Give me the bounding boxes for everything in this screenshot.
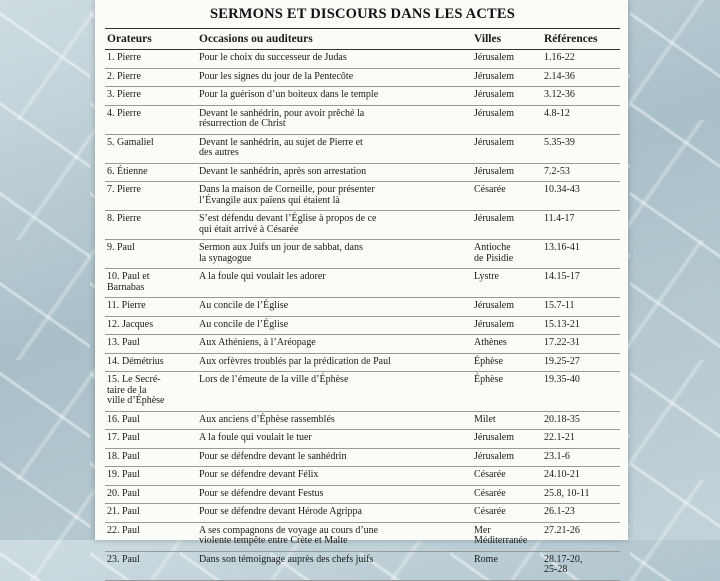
ville-cell: Jérusalem bbox=[472, 430, 542, 449]
reference-cell: 28.17-20, 25-28 bbox=[542, 551, 620, 580]
orateur-cell: 21. Paul bbox=[105, 504, 197, 523]
ville-cell: Jérusalem bbox=[472, 298, 542, 317]
ville-cell: Jérusalem bbox=[472, 163, 542, 182]
reference-cell: 4.8-12 bbox=[542, 105, 620, 134]
occasion-cell: Pour se défendre devant Hérode Agrippa bbox=[197, 504, 472, 523]
orateur-cell: 20. Paul bbox=[105, 485, 197, 504]
orateur-cell: 5. Gamaliel bbox=[105, 134, 197, 163]
reference-cell: 23.1-6 bbox=[542, 448, 620, 467]
reference-cell: 25.8, 10-11 bbox=[542, 485, 620, 504]
orateur-cell: 2. Pierre bbox=[105, 68, 197, 87]
table-row bbox=[105, 335, 620, 354]
reference-cell: 15.7-11 bbox=[542, 298, 620, 317]
reference-cell: 15.13-21 bbox=[542, 316, 620, 335]
ville-cell: Athènes bbox=[472, 335, 542, 354]
document-title: SERMONS ET DISCOURS DANS LES ACTES bbox=[209, 6, 516, 22]
orateur-cell: 14. Démétrius bbox=[105, 353, 197, 372]
table-row bbox=[105, 316, 620, 335]
reference-cell: 13.16-41 bbox=[542, 240, 620, 269]
reference-cell: 3.12-36 bbox=[542, 87, 620, 106]
orateur-cell: 10. Paul et Barnabas bbox=[105, 269, 197, 298]
orateur-cell: 4. Pierre bbox=[105, 105, 197, 134]
occasion-cell: Devant le sanhédrin, pour avoir prêché la résurrection de Christ bbox=[197, 105, 472, 134]
occasion-cell: Aux anciens d’Éphèse rassemblés bbox=[197, 411, 472, 430]
orateur-cell: 12. Jacques bbox=[105, 316, 197, 335]
orateur-cell: 3. Pierre bbox=[105, 87, 197, 106]
header-orateurs: Orateurs bbox=[105, 33, 197, 50]
reference-cell: 27.21-26 bbox=[542, 522, 620, 551]
table-row bbox=[105, 298, 620, 317]
ville-cell: Milet bbox=[472, 411, 542, 430]
occasion-cell: Pour se défendre devant le sanhédrin bbox=[197, 448, 472, 467]
ville-cell: Mer Méditerranée bbox=[472, 522, 542, 551]
orateur-cell: 7. Pierre bbox=[105, 182, 197, 211]
ville-cell: Jérusalem bbox=[472, 448, 542, 467]
table-row bbox=[105, 467, 620, 486]
orateur-cell: 11. Pierre bbox=[105, 298, 197, 317]
reference-cell: 11.4-17 bbox=[542, 211, 620, 240]
ville-cell: Lystre bbox=[472, 269, 542, 298]
sermons-table bbox=[105, 33, 620, 581]
reference-cell: 20.18-35 bbox=[542, 411, 620, 430]
table-row bbox=[105, 182, 620, 211]
ville-cell: Césarée bbox=[472, 467, 542, 486]
header-references: Références bbox=[542, 33, 620, 50]
occasion-cell: Sermon aux Juifs un jour de sabbat, dans la synagogue bbox=[197, 240, 472, 269]
reference-cell: 19.25-27 bbox=[542, 353, 620, 372]
ville-cell: Césarée bbox=[472, 485, 542, 504]
occasion-cell: Devant le sanhédrin, au sujet de Pierre et des autres bbox=[197, 134, 472, 163]
table-row bbox=[105, 105, 620, 134]
table-row bbox=[105, 372, 620, 412]
reference-cell: 2.14-36 bbox=[542, 68, 620, 87]
occasion-cell: Aux Athéniens, à l’Aréopage bbox=[197, 335, 472, 354]
occasion-cell: Pour le choix du successeur de Judas bbox=[197, 50, 472, 69]
occasion-cell: Pour se défendre devant Festus bbox=[197, 485, 472, 504]
ville-cell: Césarée bbox=[472, 182, 542, 211]
orateur-cell: 16. Paul bbox=[105, 411, 197, 430]
orateur-cell: 19. Paul bbox=[105, 467, 197, 486]
ville-cell: Rome bbox=[472, 551, 542, 580]
header-occasions: Occasions ou auditeurs bbox=[197, 33, 472, 50]
table-row bbox=[105, 551, 620, 580]
title-rule bbox=[105, 28, 620, 29]
table-row bbox=[105, 485, 620, 504]
document-page bbox=[95, 0, 628, 575]
table-row bbox=[105, 68, 620, 87]
ville-cell: Jérusalem bbox=[472, 211, 542, 240]
reference-cell: 26.1-23 bbox=[542, 504, 620, 523]
occasion-cell: A la foule qui voulait les adorer bbox=[197, 269, 472, 298]
table-row bbox=[105, 87, 620, 106]
table-row bbox=[105, 50, 620, 69]
occasion-cell: Devant le sanhédrin, après son arrestation bbox=[197, 163, 472, 182]
table-row bbox=[105, 522, 620, 551]
ville-cell: Jérusalem bbox=[472, 134, 542, 163]
orateur-cell: 17. Paul bbox=[105, 430, 197, 449]
ville-cell: Jérusalem bbox=[472, 50, 542, 69]
occasion-cell: Au concile de l’Église bbox=[197, 316, 472, 335]
ville-cell: Jérusalem bbox=[472, 316, 542, 335]
header-villes: Villes bbox=[472, 33, 542, 50]
ville-cell: Antioche de Pisidie bbox=[472, 240, 542, 269]
reference-cell: 10.34-43 bbox=[542, 182, 620, 211]
table-row bbox=[105, 430, 620, 449]
orateur-cell: 6. Étienne bbox=[105, 163, 197, 182]
reference-cell: 7.2-53 bbox=[542, 163, 620, 182]
reference-cell: 14.15-17 bbox=[542, 269, 620, 298]
occasion-cell: Pour les signes du jour de la Pentecôte bbox=[197, 68, 472, 87]
occasion-cell: Dans la maison de Corneille, pour présenter l’Évangile aux païens qui étaient là bbox=[197, 182, 472, 211]
table-row bbox=[105, 411, 620, 430]
orateur-cell: 15. Le Secré- taire de la ville d’Éphèse bbox=[105, 372, 197, 412]
occasion-cell: A la foule qui voulait le tuer bbox=[197, 430, 472, 449]
occasion-cell: Au concile de l’Église bbox=[197, 298, 472, 317]
occasion-cell: S’est défendu devant l’Église à propos de ce qui était arrivé à Césarée bbox=[197, 211, 472, 240]
reference-cell: 22.1-21 bbox=[542, 430, 620, 449]
table-row bbox=[105, 134, 620, 163]
ville-cell: Jérusalem bbox=[472, 68, 542, 87]
occasion-cell: A ses compagnons de voyage au cours d’une violente tempête entre Crète et Malte bbox=[197, 522, 472, 551]
reference-cell: 1.16-22 bbox=[542, 50, 620, 69]
occasion-cell: Pour la guérison d’un boiteux dans le temple bbox=[197, 87, 472, 106]
reference-cell: 19.35-40 bbox=[542, 372, 620, 412]
orateur-cell: 8. Pierre bbox=[105, 211, 197, 240]
table-row bbox=[105, 448, 620, 467]
reference-cell: 17.22-31 bbox=[542, 335, 620, 354]
ville-cell: Éphèse bbox=[472, 372, 542, 412]
orateur-cell: 23. Paul bbox=[105, 551, 197, 580]
orateur-cell: 1. Pierre bbox=[105, 50, 197, 69]
table-row bbox=[105, 269, 620, 298]
reference-cell: 5.35-39 bbox=[542, 134, 620, 163]
orateur-cell: 22. Paul bbox=[105, 522, 197, 551]
occasion-cell: Lors de l’émeute de la ville d’Éphèse bbox=[197, 372, 472, 412]
table-row bbox=[105, 353, 620, 372]
table-row bbox=[105, 211, 620, 240]
ville-cell: Éphèse bbox=[472, 353, 542, 372]
ville-cell: Césarée bbox=[472, 504, 542, 523]
table-row bbox=[105, 163, 620, 182]
reference-cell: 24.10-21 bbox=[542, 467, 620, 486]
orateur-cell: 18. Paul bbox=[105, 448, 197, 467]
table-row bbox=[105, 504, 620, 523]
occasion-cell: Dans son témoignage auprès des chefs juifs bbox=[197, 551, 472, 580]
occasion-cell: Pour se défendre devant Félix bbox=[197, 467, 472, 486]
table-row bbox=[105, 240, 620, 269]
ville-cell: Jérusalem bbox=[472, 87, 542, 106]
occasion-cell: Aux orfèvres troublés par la prédication de Paul bbox=[197, 353, 472, 372]
orateur-cell: 9. Paul bbox=[105, 240, 197, 269]
ville-cell: Jérusalem bbox=[472, 105, 542, 134]
orateur-cell: 13. Paul bbox=[105, 335, 197, 354]
header-row bbox=[105, 33, 620, 50]
